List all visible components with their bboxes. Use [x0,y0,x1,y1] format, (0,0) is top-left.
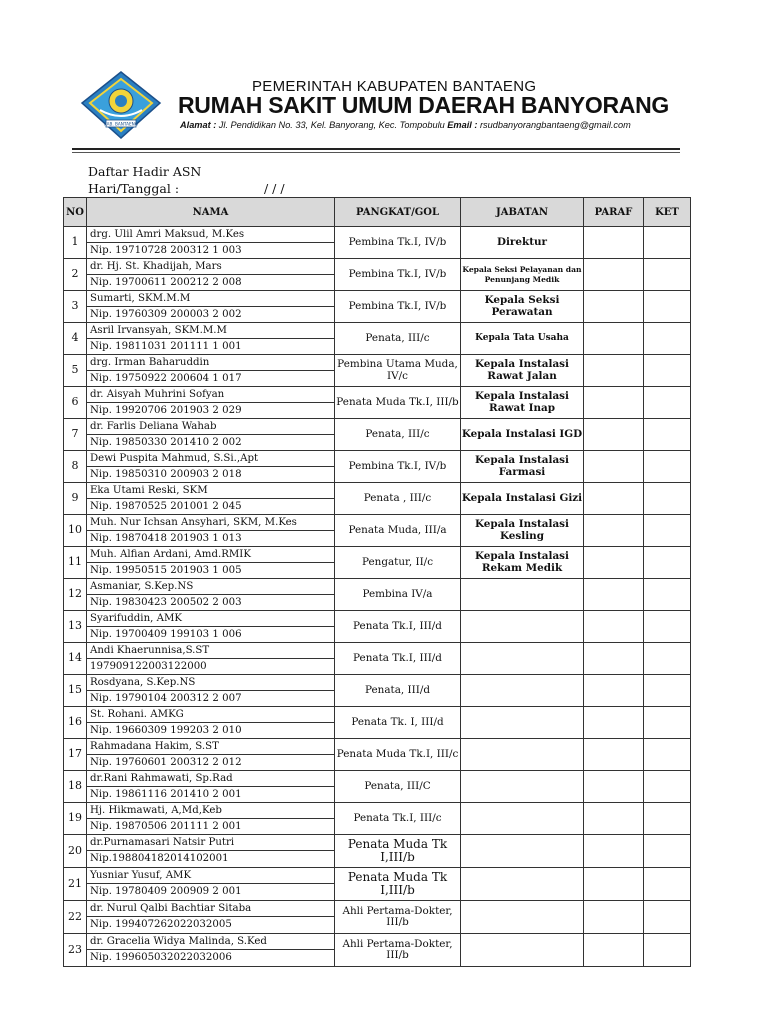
employee-nip: Nip. 19700611 200212 2 008 [87,275,335,291]
table-row [64,451,691,467]
table-row [64,901,691,917]
row-number: 21 [64,868,87,901]
employee-nip: Nip. 19660309 199203 2 010 [87,723,335,739]
signature-cell[interactable] [584,934,644,967]
rank-grade: Pembina Tk.I, IV/b [335,291,461,323]
row-number: 18 [64,771,87,803]
remarks-cell [644,739,691,771]
table-row [64,707,691,723]
rank-grade: Ahli Pertama-Dokter, III/b [335,901,461,934]
signature-cell[interactable] [584,901,644,934]
table-row [64,483,691,499]
signature-cell[interactable] [584,419,644,451]
remarks-cell [644,355,691,387]
position-title: Direktur [461,227,584,259]
signature-cell[interactable] [584,579,644,611]
position-title [461,835,584,868]
remarks-cell [644,675,691,707]
employee-nip: Nip. 19710728 200312 1 003 [87,243,335,259]
remarks-cell [644,323,691,355]
row-number: 2 [64,259,87,291]
signature-cell[interactable] [584,259,644,291]
remarks-cell [644,934,691,967]
employee-name: Rahmadana Hakim, S.ST [87,739,335,755]
employee-name: dr. Nurul Qalbi Bachtiar Sitaba [87,901,335,917]
hospital-name: RUMAH SAKIT UMUM DAERAH BANYORANG [178,92,669,118]
employee-nip: Nip. 19790104 200312 2 007 [87,691,335,707]
row-number: 10 [64,515,87,547]
table-row [64,868,691,884]
employee-name: drg. Irman Baharuddin [87,355,335,371]
col-pangkat: PANGKAT/GOL [335,198,461,227]
rank-grade: Pembina Utama Muda, IV/c [335,355,461,387]
table-row [64,675,691,691]
row-number: 16 [64,707,87,739]
row-number: 14 [64,643,87,675]
table-row [64,771,691,787]
signature-cell[interactable] [584,291,644,323]
remarks-cell [644,291,691,323]
table-row [64,803,691,819]
employee-name: Rosdyana, S.Kep.NS [87,675,335,691]
employee-nip: Nip. 19830423 200502 2 003 [87,595,335,611]
signature-cell[interactable] [584,611,644,643]
svg-text:KAB. BANTAENG: KAB. BANTAENG [103,121,139,127]
bantaeng-regency-logo [80,70,162,140]
signature-cell[interactable] [584,227,644,259]
rank-grade: Penata Muda, III/a [335,515,461,547]
employee-name: Andi Khaerunnisa,S.ST [87,643,335,659]
signature-cell[interactable] [584,483,644,515]
rank-grade: Penata Muda Tk I,III/b [335,868,461,901]
rank-grade: Penata Tk.I, III/c [335,803,461,835]
employee-name: Muh. Alfian Ardani, Amd.RMIK [87,547,335,563]
table-header-row [64,198,691,227]
signature-cell[interactable] [584,323,644,355]
position-title: Kepala Instalasi Gizi [461,483,584,515]
table-row [64,419,691,435]
row-number: 19 [64,803,87,835]
row-number: 5 [64,355,87,387]
employee-name: Asmaniar, S.Kep.NS [87,579,335,595]
employee-name: drg. Ulil Amri Maksud, M.Kes [87,227,335,243]
attendance-rows [64,227,691,967]
employee-name: Sumarti, SKM.M.M [87,291,335,307]
signature-cell[interactable] [584,355,644,387]
table-row [64,291,691,307]
table-row [64,547,691,563]
employee-nip: Nip. 19870418 201903 1 013 [87,531,335,547]
position-title [461,675,584,707]
signature-cell[interactable] [584,675,644,707]
row-number: 4 [64,323,87,355]
position-title [461,611,584,643]
remarks-cell [644,901,691,934]
employee-nip: 197909122003122000 [87,659,335,675]
remarks-cell [644,515,691,547]
row-number: 12 [64,579,87,611]
position-title: Kepala Instalasi IGD [461,419,584,451]
col-no: NO [64,198,87,227]
row-number: 20 [64,835,87,868]
signature-cell[interactable] [584,803,644,835]
position-title [461,868,584,901]
remarks-cell [644,419,691,451]
rank-grade: Penata Tk.I, III/d [335,643,461,675]
row-number: 13 [64,611,87,643]
rank-grade: Ahli Pertama-Dokter, III/b [335,934,461,967]
employee-name: dr.Rani Rahmawati, Sp.Rad [87,771,335,787]
rank-grade: Penata Muda Tk.I, III/b [335,387,461,419]
employee-nip: Nip. 19850330 201410 2 002 [87,435,335,451]
signature-cell[interactable] [584,451,644,483]
position-title [461,771,584,803]
employee-nip: Nip. 19870506 201111 2 001 [87,819,335,835]
signature-cell[interactable] [584,707,644,739]
position-title: Kepala Seksi Perawatan [461,291,584,323]
employee-name: Hj. Hikmawati, A,Md,Keb [87,803,335,819]
row-number: 11 [64,547,87,579]
position-title [461,739,584,771]
header-divider [72,148,680,150]
row-number: 23 [64,934,87,967]
position-title: Kepala Instalasi Kesling [461,515,584,547]
rank-grade: Penata Tk.I, III/d [335,611,461,643]
employee-nip: Nip. 199605032022032006 [87,950,335,967]
employee-name: dr. Gracelia Widya Malinda, S.Ked [87,934,335,950]
signature-cell[interactable] [584,547,644,579]
table-row [64,835,691,851]
rank-grade: Penata Tk. I, III/d [335,707,461,739]
col-ket: KET [644,198,691,227]
row-number: 15 [64,675,87,707]
remarks-cell [644,707,691,739]
row-number: 22 [64,901,87,934]
row-number: 3 [64,291,87,323]
row-number: 7 [64,419,87,451]
signature-cell[interactable] [584,835,644,868]
employee-name: Muh. Nur Ichsan Ansyhari, SKM, M.Kes [87,515,335,531]
employee-name: dr. Hj. St. Khadijah, Mars [87,259,335,275]
rank-grade: Pembina IV/a [335,579,461,611]
position-title: Kepala Tata Usaha [461,323,584,355]
employee-nip: Nip. 19760601 200312 2 012 [87,755,335,771]
table-row [64,323,691,339]
row-number: 6 [64,387,87,419]
employee-name: dr. Aisyah Muhrini Sofyan [87,387,335,403]
employee-nip: Nip. 19870525 201001 2 045 [87,499,335,515]
employee-nip: Nip. 19950515 201903 1 005 [87,563,335,579]
remarks-cell [644,579,691,611]
row-number: 1 [64,227,87,259]
remarks-cell [644,451,691,483]
position-title [461,803,584,835]
employee-nip: Nip. 19700409 199103 1 006 [87,627,335,643]
rank-grade: Penata, III/c [335,323,461,355]
col-nama: NAMA [87,198,335,227]
remarks-cell [644,835,691,868]
position-title: Kepala Instalasi Rawat Jalan [461,355,584,387]
remarks-cell [644,771,691,803]
table-row [64,259,691,275]
row-number: 9 [64,483,87,515]
col-paraf: PARAF [584,198,644,227]
remarks-cell [644,227,691,259]
position-title [461,901,584,934]
employee-name: Yusniar Yusuf, AMK [87,868,335,884]
row-number: 8 [64,451,87,483]
table-row [64,611,691,627]
col-jabatan: JABATAN [461,198,584,227]
employee-name: dr. Farlis Deliana Wahab [87,419,335,435]
table-row [64,934,691,950]
header-divider-thin [72,152,680,153]
employee-nip: Nip. 19811031 201111 1 001 [87,339,335,355]
rank-grade: Pengatur, II/c [335,547,461,579]
table-row [64,643,691,659]
rank-grade: Penata Muda Tk.I, III/c [335,739,461,771]
rank-grade: Pembina Tk.I, IV/b [335,451,461,483]
rank-grade: Penata, III/C [335,771,461,803]
document-title: Daftar Hadir ASN [88,164,202,179]
rank-grade: Penata, III/d [335,675,461,707]
remarks-cell [644,483,691,515]
employee-nip: Nip. 19760309 200003 2 002 [87,307,335,323]
signature-cell[interactable] [584,739,644,771]
rank-grade: Penata, III/c [335,419,461,451]
employee-nip: Nip. 199407262022032005 [87,917,335,934]
table-row [64,355,691,371]
government-name: PEMERINTAH KABUPATEN BANTAENG [252,78,537,95]
table-row [64,387,691,403]
employee-nip: Nip. 19750922 200604 1 017 [87,371,335,387]
signature-cell[interactable] [584,643,644,675]
position-title: Kepala Instalasi Rekam Medik [461,547,584,579]
position-title [461,579,584,611]
remarks-cell [644,643,691,675]
remarks-cell [644,868,691,901]
employee-name: Syarifuddin, AMK [87,611,335,627]
position-title: Kepala Seksi Pelayanan dan Penunjang Medik [461,259,584,291]
remarks-cell [644,387,691,419]
remarks-cell [644,611,691,643]
table-row [64,579,691,595]
employee-name: Eka Utami Reski, SKM [87,483,335,499]
employee-nip: Nip. 19850310 200903 2 018 [87,467,335,483]
employee-nip: Nip. 19920706 201903 2 029 [87,403,335,419]
employee-name: dr.Purnamasari Natsir Putri [87,835,335,851]
position-title [461,707,584,739]
rank-grade: Pembina Tk.I, IV/b [335,227,461,259]
position-title: Kepala Instalasi Farmasi [461,451,584,483]
position-title [461,934,584,967]
remarks-cell [644,803,691,835]
employee-nip: Nip. 19861116 201410 2 001 [87,787,335,803]
date-label: Hari/Tanggal : [88,181,180,196]
table-row [64,515,691,531]
rank-grade: Penata , III/c [335,483,461,515]
row-number: 17 [64,739,87,771]
table-row [64,227,691,243]
table-row [64,739,691,755]
employee-name: Dewi Puspita Mahmud, S.Si.,Apt [87,451,335,467]
remarks-cell [644,547,691,579]
employee-nip: Nip.198804182014102001 [87,851,335,868]
position-title [461,643,584,675]
attendance-table [63,197,691,967]
employee-name: Asril Irvansyah, SKM.M.M [87,323,335,339]
hospital-address: Alamat : Jl. Pendidikan No. 33, Kel. Banyorang, Kec. Tompobulu Email : rsudbanyorangbantaeng@gmail.com [180,120,631,130]
signature-cell[interactable] [584,387,644,419]
position-title: Kepala Instalasi Rawat Inap [461,387,584,419]
date-line [88,181,285,196]
signature-cell[interactable] [584,515,644,547]
rank-grade: Penata Muda Tk I,III/b [335,835,461,868]
signature-cell[interactable] [584,868,644,901]
rank-grade: Pembina Tk.I, IV/b [335,259,461,291]
date-blank: / / / [264,181,285,196]
letterhead [70,62,690,154]
signature-cell[interactable] [584,771,644,803]
employee-nip: Nip. 19780409 200909 2 001 [87,884,335,901]
employee-name: St. Rohani. AMKG [87,707,335,723]
remarks-cell [644,259,691,291]
